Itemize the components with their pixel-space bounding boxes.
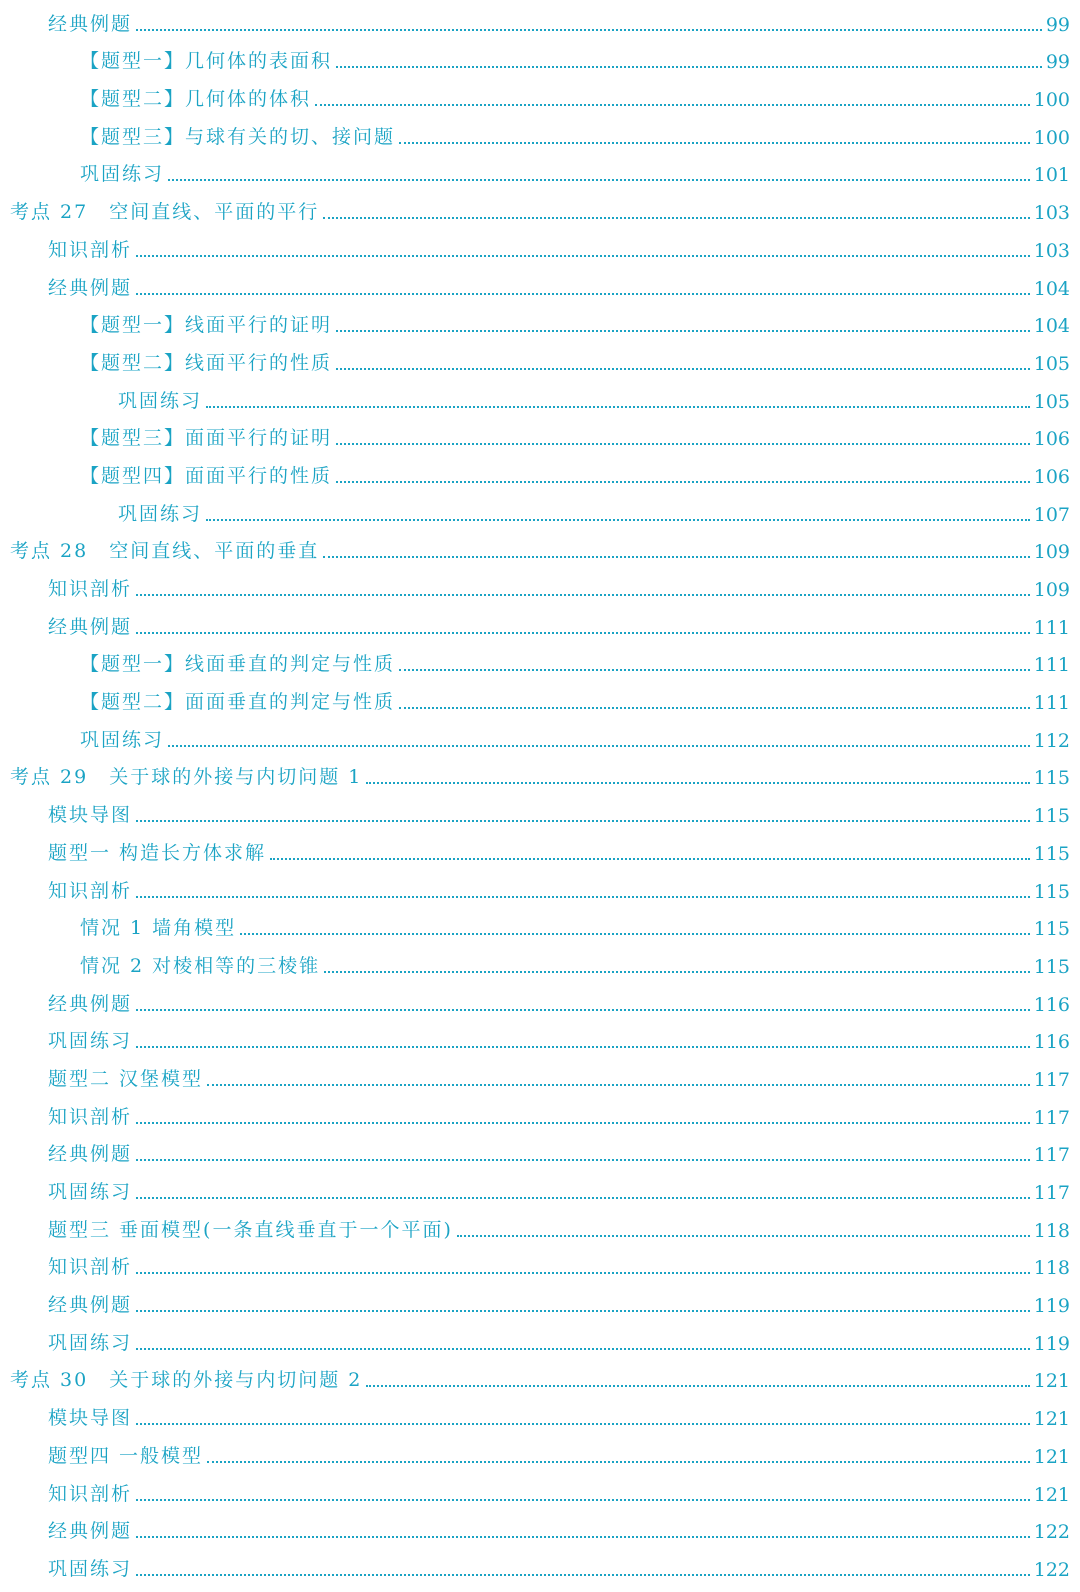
toc-entry-page-number: 117: [1033, 1182, 1070, 1204]
dot-leader: [136, 632, 1030, 634]
toc-entry-title: 经典例题: [48, 276, 133, 299]
toc-entry-title: 经典例题: [48, 12, 133, 35]
dot-leader: [136, 1423, 1030, 1425]
toc-entry[interactable]: [0, 417, 1080, 455]
toc-entry-page-number: 101: [1033, 164, 1070, 187]
toc-entry-title: 经典例题: [48, 615, 133, 638]
toc-entry-title: 经典例题: [48, 1520, 133, 1543]
toc-entry-title: 考点 27 空间直线、平面的平行: [10, 201, 320, 224]
toc-entry-page-number: 115: [1033, 805, 1070, 828]
dot-leader: [136, 820, 1030, 822]
toc-entry-page-number: 119: [1033, 1332, 1070, 1355]
toc-entry-page-number: 117: [1033, 1144, 1070, 1167]
toc-entry-page-number: 107: [1033, 503, 1070, 526]
toc-entry[interactable]: [0, 567, 1080, 605]
toc-entry[interactable]: [0, 1095, 1080, 1133]
toc-entry-page-number: 100: [1033, 126, 1070, 149]
toc-entry-title: 题型三 垂面模型(一条直线垂直于一个平面): [48, 1218, 453, 1241]
toc-entry-page-number: 115: [1033, 918, 1070, 941]
toc-entry-title: 知识剖析: [48, 238, 133, 261]
toc-entry-title: 题型二 汉堡模型: [48, 1067, 204, 1090]
toc-entry-page-number: 103: [1033, 202, 1070, 225]
toc-entry[interactable]: [0, 643, 1080, 681]
toc-entry-title: 知识剖析: [48, 1256, 133, 1279]
toc-entry-title: 巩固练习: [80, 728, 165, 751]
toc-entry[interactable]: [0, 1133, 1080, 1171]
dot-leader: [399, 142, 1030, 144]
toc-entry-page-number: 103: [1033, 239, 1070, 262]
toc-entry-title: 经典例题: [48, 1143, 133, 1166]
toc-entry-title: 巩固练习: [80, 163, 165, 186]
dot-leader: [457, 1235, 1030, 1237]
toc-entry[interactable]: [0, 605, 1080, 643]
toc-entry-title: 巩固练习: [48, 1331, 133, 1354]
toc-entry[interactable]: [0, 190, 1080, 228]
toc-entry[interactable]: [0, 869, 1080, 907]
dot-leader: [336, 330, 1030, 332]
toc-entry-title: 【题型二】几何体的体积: [80, 88, 312, 111]
dot-leader: [136, 1046, 1030, 1048]
dot-leader: [366, 782, 1029, 784]
toc-entry-title: 知识剖析: [48, 578, 133, 600]
toc-entry-title: 经典例题: [48, 1294, 133, 1317]
toc-entry-title: 巩固练习: [118, 389, 203, 412]
toc-entry-page-number: 121: [1033, 1483, 1070, 1506]
dot-leader: [399, 707, 1030, 709]
toc-entry-title: 题型四 一般模型: [48, 1444, 204, 1467]
toc-entry[interactable]: [0, 680, 1080, 718]
toc-entry[interactable]: [0, 1359, 1080, 1397]
toc-entry-page-number: 115: [1033, 880, 1070, 903]
toc-entry[interactable]: [0, 266, 1080, 304]
toc-entry-page-number: 105: [1033, 352, 1070, 375]
dot-leader: [136, 1574, 1030, 1576]
toc-entry-page-number: 121: [1033, 1445, 1070, 1468]
toc-entry[interactable]: [0, 793, 1080, 831]
toc-entry-page-number: 106: [1033, 465, 1070, 488]
toc-entry-page-number: 117: [1033, 1106, 1070, 1129]
toc-entry[interactable]: [0, 944, 1080, 982]
dot-leader: [336, 443, 1030, 445]
dot-leader: [136, 1310, 1030, 1312]
dot-leader: [168, 745, 1030, 747]
toc-entry-page-number: 115: [1033, 767, 1070, 790]
toc-entry[interactable]: [0, 1472, 1080, 1510]
dot-leader: [323, 217, 1030, 219]
toc-entry[interactable]: [0, 77, 1080, 115]
toc-entry-title: 知识剖析: [48, 1482, 133, 1505]
dot-leader: [136, 1348, 1030, 1350]
toc-entry[interactable]: [0, 831, 1080, 869]
toc-entry-page-number: 104: [1033, 277, 1070, 300]
dot-leader: [366, 1385, 1029, 1387]
toc-entry-title: 【题型一】线面平行的证明: [80, 314, 333, 337]
toc-entry-title: 考点 29 关于球的外接与内切问题 1: [10, 766, 363, 789]
toc-entry[interactable]: [0, 756, 1080, 794]
toc-entry-page-number: 118: [1033, 1257, 1070, 1280]
toc-entry-title: 【题型二】线面平行的性质: [80, 351, 333, 374]
toc-entry-page-number: 116: [1033, 1031, 1070, 1054]
toc-entry-title: 【题型三】与球有关的切、接问题: [80, 125, 396, 148]
toc-entry-page-number: 104: [1033, 315, 1070, 338]
toc-entry[interactable]: [0, 982, 1080, 1020]
toc-entry[interactable]: [0, 1246, 1080, 1284]
toc-entry-title: 知识剖析: [48, 879, 133, 902]
dot-leader: [206, 519, 1030, 521]
toc-entry-page-number: 111: [1033, 692, 1070, 715]
toc-entry[interactable]: [0, 1396, 1080, 1434]
toc-entry-page-number: 119: [1033, 1295, 1070, 1318]
toc-entry[interactable]: [0, 153, 1080, 191]
dot-leader: [136, 1536, 1030, 1538]
dot-leader: [136, 1499, 1030, 1501]
toc-entry[interactable]: [0, 1321, 1080, 1359]
toc-entry-title: 巩固练习: [118, 502, 203, 525]
toc-entry[interactable]: [0, 718, 1080, 756]
dot-leader: [168, 179, 1030, 181]
toc-entry[interactable]: [0, 1170, 1080, 1208]
toc-entry-page-number: 105: [1033, 390, 1070, 413]
dot-leader: [207, 1461, 1030, 1463]
toc-entry[interactable]: [0, 1510, 1080, 1548]
toc-entry[interactable]: [0, 1057, 1080, 1095]
toc-entry-title: 情况 2 对棱相等的三棱锥: [80, 954, 321, 977]
toc-entry[interactable]: [0, 1434, 1080, 1472]
toc-entry-page-number: 122: [1033, 1521, 1070, 1544]
toc-entry[interactable]: [0, 530, 1080, 568]
toc-entry-page-number: 121: [1033, 1408, 1070, 1431]
toc-entry[interactable]: [0, 379, 1080, 417]
toc-entry-page-number: 118: [1033, 1219, 1070, 1242]
toc-entry-page-number: 111: [1033, 654, 1070, 677]
toc-entry-title: 模块导图: [48, 1407, 133, 1430]
toc-entry[interactable]: [0, 907, 1080, 945]
toc-entry[interactable]: [0, 1208, 1080, 1246]
toc-entry[interactable]: [0, 115, 1080, 153]
toc-entry[interactable]: [0, 1547, 1080, 1585]
dot-leader: [240, 933, 1030, 935]
toc-entry-title: 知识剖析: [48, 1105, 133, 1128]
dot-leader: [136, 1272, 1030, 1274]
toc-entry-page-number: 112: [1033, 729, 1070, 752]
dot-leader: [136, 1197, 1030, 1199]
toc-entry-title: 经典例题: [48, 992, 133, 1015]
toc-entry-page-number: 99: [1045, 51, 1070, 74]
toc-entry[interactable]: [0, 304, 1080, 342]
toc-entry[interactable]: [0, 1283, 1080, 1321]
dot-leader: [136, 255, 1030, 257]
toc-entry-page-number: 106: [1033, 428, 1070, 451]
dot-leader: [136, 29, 1042, 31]
toc-entry[interactable]: [0, 454, 1080, 492]
toc-entry-title: 【题型三】面面平行的证明: [80, 427, 333, 450]
toc-entry-title: 【题型四】面面平行的性质: [80, 464, 333, 487]
dot-leader: [136, 594, 1030, 596]
dot-leader: [324, 971, 1030, 973]
dot-leader: [136, 1159, 1030, 1161]
toc-entry-page-number: 109: [1033, 541, 1070, 564]
toc-entry-title: 情况 1 墙角模型: [80, 917, 237, 940]
toc-entry-title: 【题型二】面面垂直的判定与性质: [80, 691, 396, 714]
dot-leader: [136, 1009, 1030, 1011]
dot-leader: [323, 556, 1030, 558]
dot-leader: [206, 406, 1030, 408]
toc-entry[interactable]: [0, 341, 1080, 379]
dot-leader: [136, 293, 1030, 295]
toc-entry-page-number: 116: [1033, 993, 1070, 1016]
toc-entry-page-number: 117: [1033, 1068, 1070, 1091]
dot-leader: [336, 66, 1042, 68]
toc-entry-page-number: 122: [1033, 1558, 1070, 1581]
toc-entry-title: 考点 30 关于球的外接与内切问题 2: [10, 1369, 363, 1392]
toc-entry-page-number: 121: [1033, 1370, 1070, 1393]
dot-leader: [136, 1122, 1030, 1124]
toc-entry-page-number: 100: [1033, 89, 1070, 112]
dot-leader: [336, 368, 1030, 370]
toc-entry-title: 【题型一】线面垂直的判定与性质: [80, 653, 396, 676]
toc-entry-page-number: 109: [1033, 579, 1070, 601]
toc-entry-title: 题型一 构造长方体求解: [48, 841, 267, 864]
toc-entry-title: 考点 28 空间直线、平面的垂直: [10, 540, 320, 563]
toc-entry[interactable]: [0, 228, 1080, 266]
toc-entry[interactable]: [0, 40, 1080, 78]
dot-leader: [207, 1084, 1030, 1086]
toc-entry-title: 【题型一】几何体的表面积: [80, 50, 333, 73]
toc-entry-page-number: 111: [1033, 616, 1070, 639]
toc-entry-page-number: 115: [1033, 955, 1070, 978]
dot-leader: [270, 858, 1030, 860]
toc-entry-title: 巩固练习: [48, 1557, 133, 1580]
toc-entry[interactable]: [0, 492, 1080, 530]
toc-entry[interactable]: [0, 1020, 1080, 1058]
toc-entry-title: 巩固练习: [48, 1181, 133, 1203]
toc-entry[interactable]: [0, 2, 1080, 40]
dot-leader: [336, 481, 1030, 483]
toc-entry-title: 巩固练习: [48, 1030, 133, 1053]
dot-leader: [399, 669, 1030, 671]
toc-entry-title: 模块导图: [48, 804, 133, 827]
toc-entry-page-number: 115: [1033, 842, 1070, 865]
toc-entry-page-number: 99: [1045, 13, 1070, 36]
dot-leader: [315, 104, 1030, 106]
dot-leader: [136, 896, 1030, 898]
